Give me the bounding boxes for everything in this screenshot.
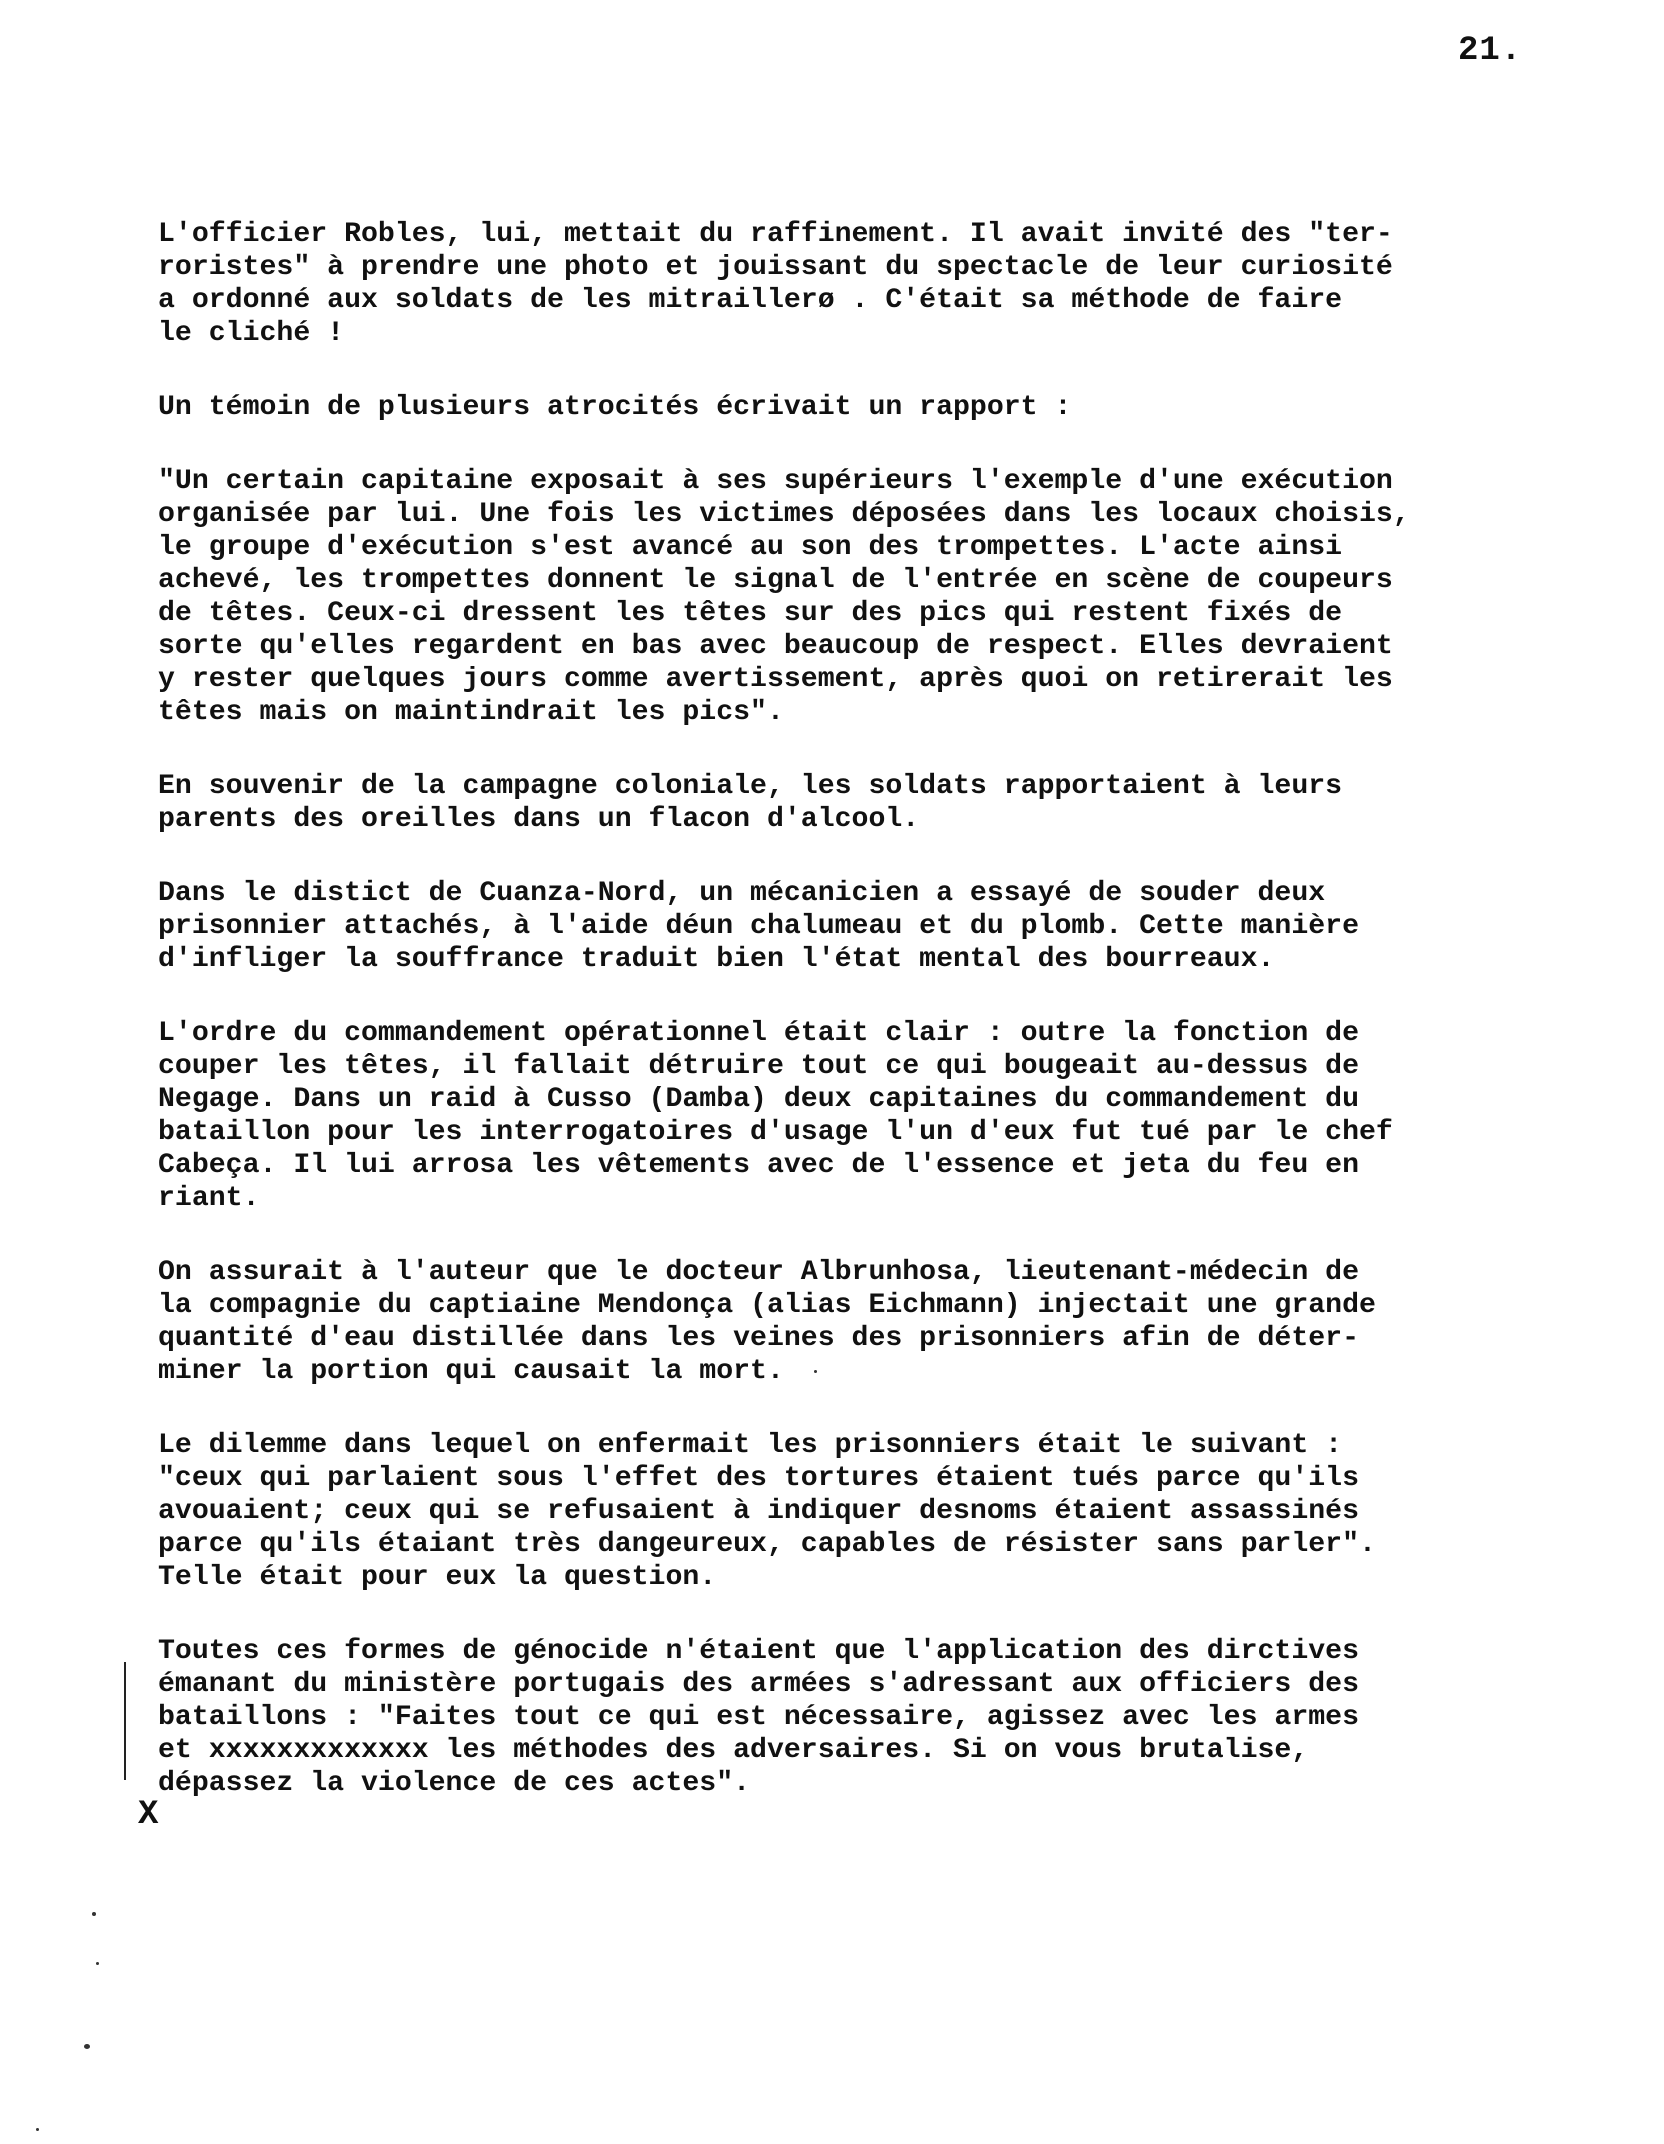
paragraph-capitaine-quote bbox=[158, 465, 1598, 729]
text-line: parce qu'ils étaiant très dangeureux, capables de résister sans parler". bbox=[158, 1529, 1376, 1560]
scan-speck bbox=[96, 1962, 99, 1965]
text-line: d'infliger la souffrance traduit bien l'état mental des bourreaux. bbox=[158, 944, 1275, 975]
paragraph-souvenir bbox=[158, 770, 1598, 836]
page-number: 21. bbox=[1458, 32, 1523, 70]
text-line: Un témoin de plusieurs atrocités écrivait un rapport : bbox=[158, 392, 1072, 423]
text-line: dépassez la violence de ces actes". bbox=[158, 1768, 751, 1799]
paragraph-dilemme bbox=[158, 1429, 1598, 1594]
paragraph-temoin bbox=[158, 391, 1598, 424]
text-line: et xxxxxxxxxxxxx les méthodes des adversaires. Si on vous brutalise, bbox=[158, 1735, 1309, 1766]
text-line: riant. bbox=[158, 1183, 260, 1214]
text-line: achevé, les trompettes donnent le signal de l'entrée en scène de coupeurs bbox=[158, 565, 1393, 596]
text-line: la compagnie du captiaine Mendonça (alias Eichmann) injectait une grande bbox=[158, 1290, 1376, 1321]
text-line: L'officier Robles, lui, mettait du raffinement. Il avait invité des "ter- bbox=[158, 219, 1393, 250]
text-line: miner la portion qui causait la mort. bbox=[158, 1356, 784, 1387]
text-line: le cliché ! bbox=[158, 318, 345, 349]
text-line: émanant du ministère portugais des armées s'adressant aux officiers des bbox=[158, 1669, 1359, 1700]
text-line: En souvenir de la campagne coloniale, les soldats rapportaient à leurs bbox=[158, 771, 1343, 802]
text-line: "ceux qui parlaient sous l'effet des tortures étaient tués parce qu'ils bbox=[158, 1463, 1359, 1494]
text-line: le groupe d'exécution s'est avancé au son des trompettes. L'acte ainsi bbox=[158, 532, 1343, 563]
text-line: Negage. Dans un raid à Cusso (Damba) deux capitaines du commandement du bbox=[158, 1084, 1359, 1115]
scan-speck bbox=[92, 1912, 96, 1916]
body-text bbox=[158, 218, 1598, 1841]
margin-mark-bar bbox=[124, 1662, 126, 1780]
text-line: bataillons : "Faites tout ce qui est nécessaire, agissez avec les armes bbox=[158, 1702, 1359, 1733]
text-line: organisée par lui. Une fois les victimes déposées dans les locaux choisis, bbox=[158, 499, 1410, 530]
text-line: Dans le distict de Cuanza-Nord, un mécanicien a essayé de souder deux bbox=[158, 878, 1326, 909]
text-line: avouaient; ceux qui se refusaient à indiquer desnoms étaient assassinés bbox=[158, 1496, 1359, 1527]
text-line: bataillon pour les interrogatoires d'usage l'un d'eux fut tué par le chef bbox=[158, 1117, 1393, 1148]
text-line: têtes mais on maintindrait les pics". bbox=[158, 697, 784, 728]
text-line: roristes" à prendre une photo et jouissant du spectacle de leur curiosité bbox=[158, 252, 1393, 283]
scan-speck bbox=[84, 2044, 90, 2049]
text-line: sorte qu'elles regardent en bas avec beaucoup de respect. Elles devraient bbox=[158, 631, 1393, 662]
end-mark: X bbox=[138, 1796, 159, 1834]
text-line: Telle était pour eux la question. bbox=[158, 1562, 717, 1593]
paragraph-ordre-commandement bbox=[158, 1017, 1598, 1215]
text-line: Le dilemme dans lequel on enfermait les prisonniers était le suivant : bbox=[158, 1430, 1343, 1461]
text-line: Toutes ces formes de génocide n'étaient que l'application des dirctives bbox=[158, 1636, 1359, 1667]
scan-speck bbox=[36, 2128, 39, 2131]
text-line: parents des oreilles dans un flacon d'alcool. bbox=[158, 804, 920, 835]
paragraph-cuanza-nord bbox=[158, 877, 1598, 976]
text-line: Cabeça. Il lui arrosa les vêtements avec de l'essence et jeta du feu en bbox=[158, 1150, 1359, 1181]
text-line: y rester quelques jours comme avertissement, après quoi on retirerait les bbox=[158, 664, 1393, 695]
paragraph-genocide bbox=[158, 1635, 1598, 1800]
paragraph-robles bbox=[158, 218, 1598, 350]
text-line: L'ordre du commandement opérationnel était clair : outre la fonction de bbox=[158, 1018, 1359, 1049]
text-line: a ordonné aux soldats de les mitraillerø . C'était sa méthode de faire bbox=[158, 285, 1343, 316]
text-line: On assurait à l'auteur que le docteur Albrunhosa, lieutenant-médecin de bbox=[158, 1257, 1359, 1288]
text-line: de têtes. Ceux-ci dressent les têtes sur des pics qui restent fixés de bbox=[158, 598, 1343, 629]
text-line: couper les têtes, il fallait détruire tout ce qui bougeait au-dessus de bbox=[158, 1051, 1359, 1082]
paragraph-docteur bbox=[158, 1256, 1598, 1388]
text-line: prisonnier attachés, à l'aide déun chalumeau et du plomb. Cette manière bbox=[158, 911, 1359, 942]
scan-speck bbox=[814, 1370, 817, 1373]
text-line: quantité d'eau distillée dans les veines des prisonniers afin de déter- bbox=[158, 1323, 1359, 1354]
text-line: "Un certain capitaine exposait à ses supérieurs l'exemple d'une exécution bbox=[158, 466, 1393, 497]
